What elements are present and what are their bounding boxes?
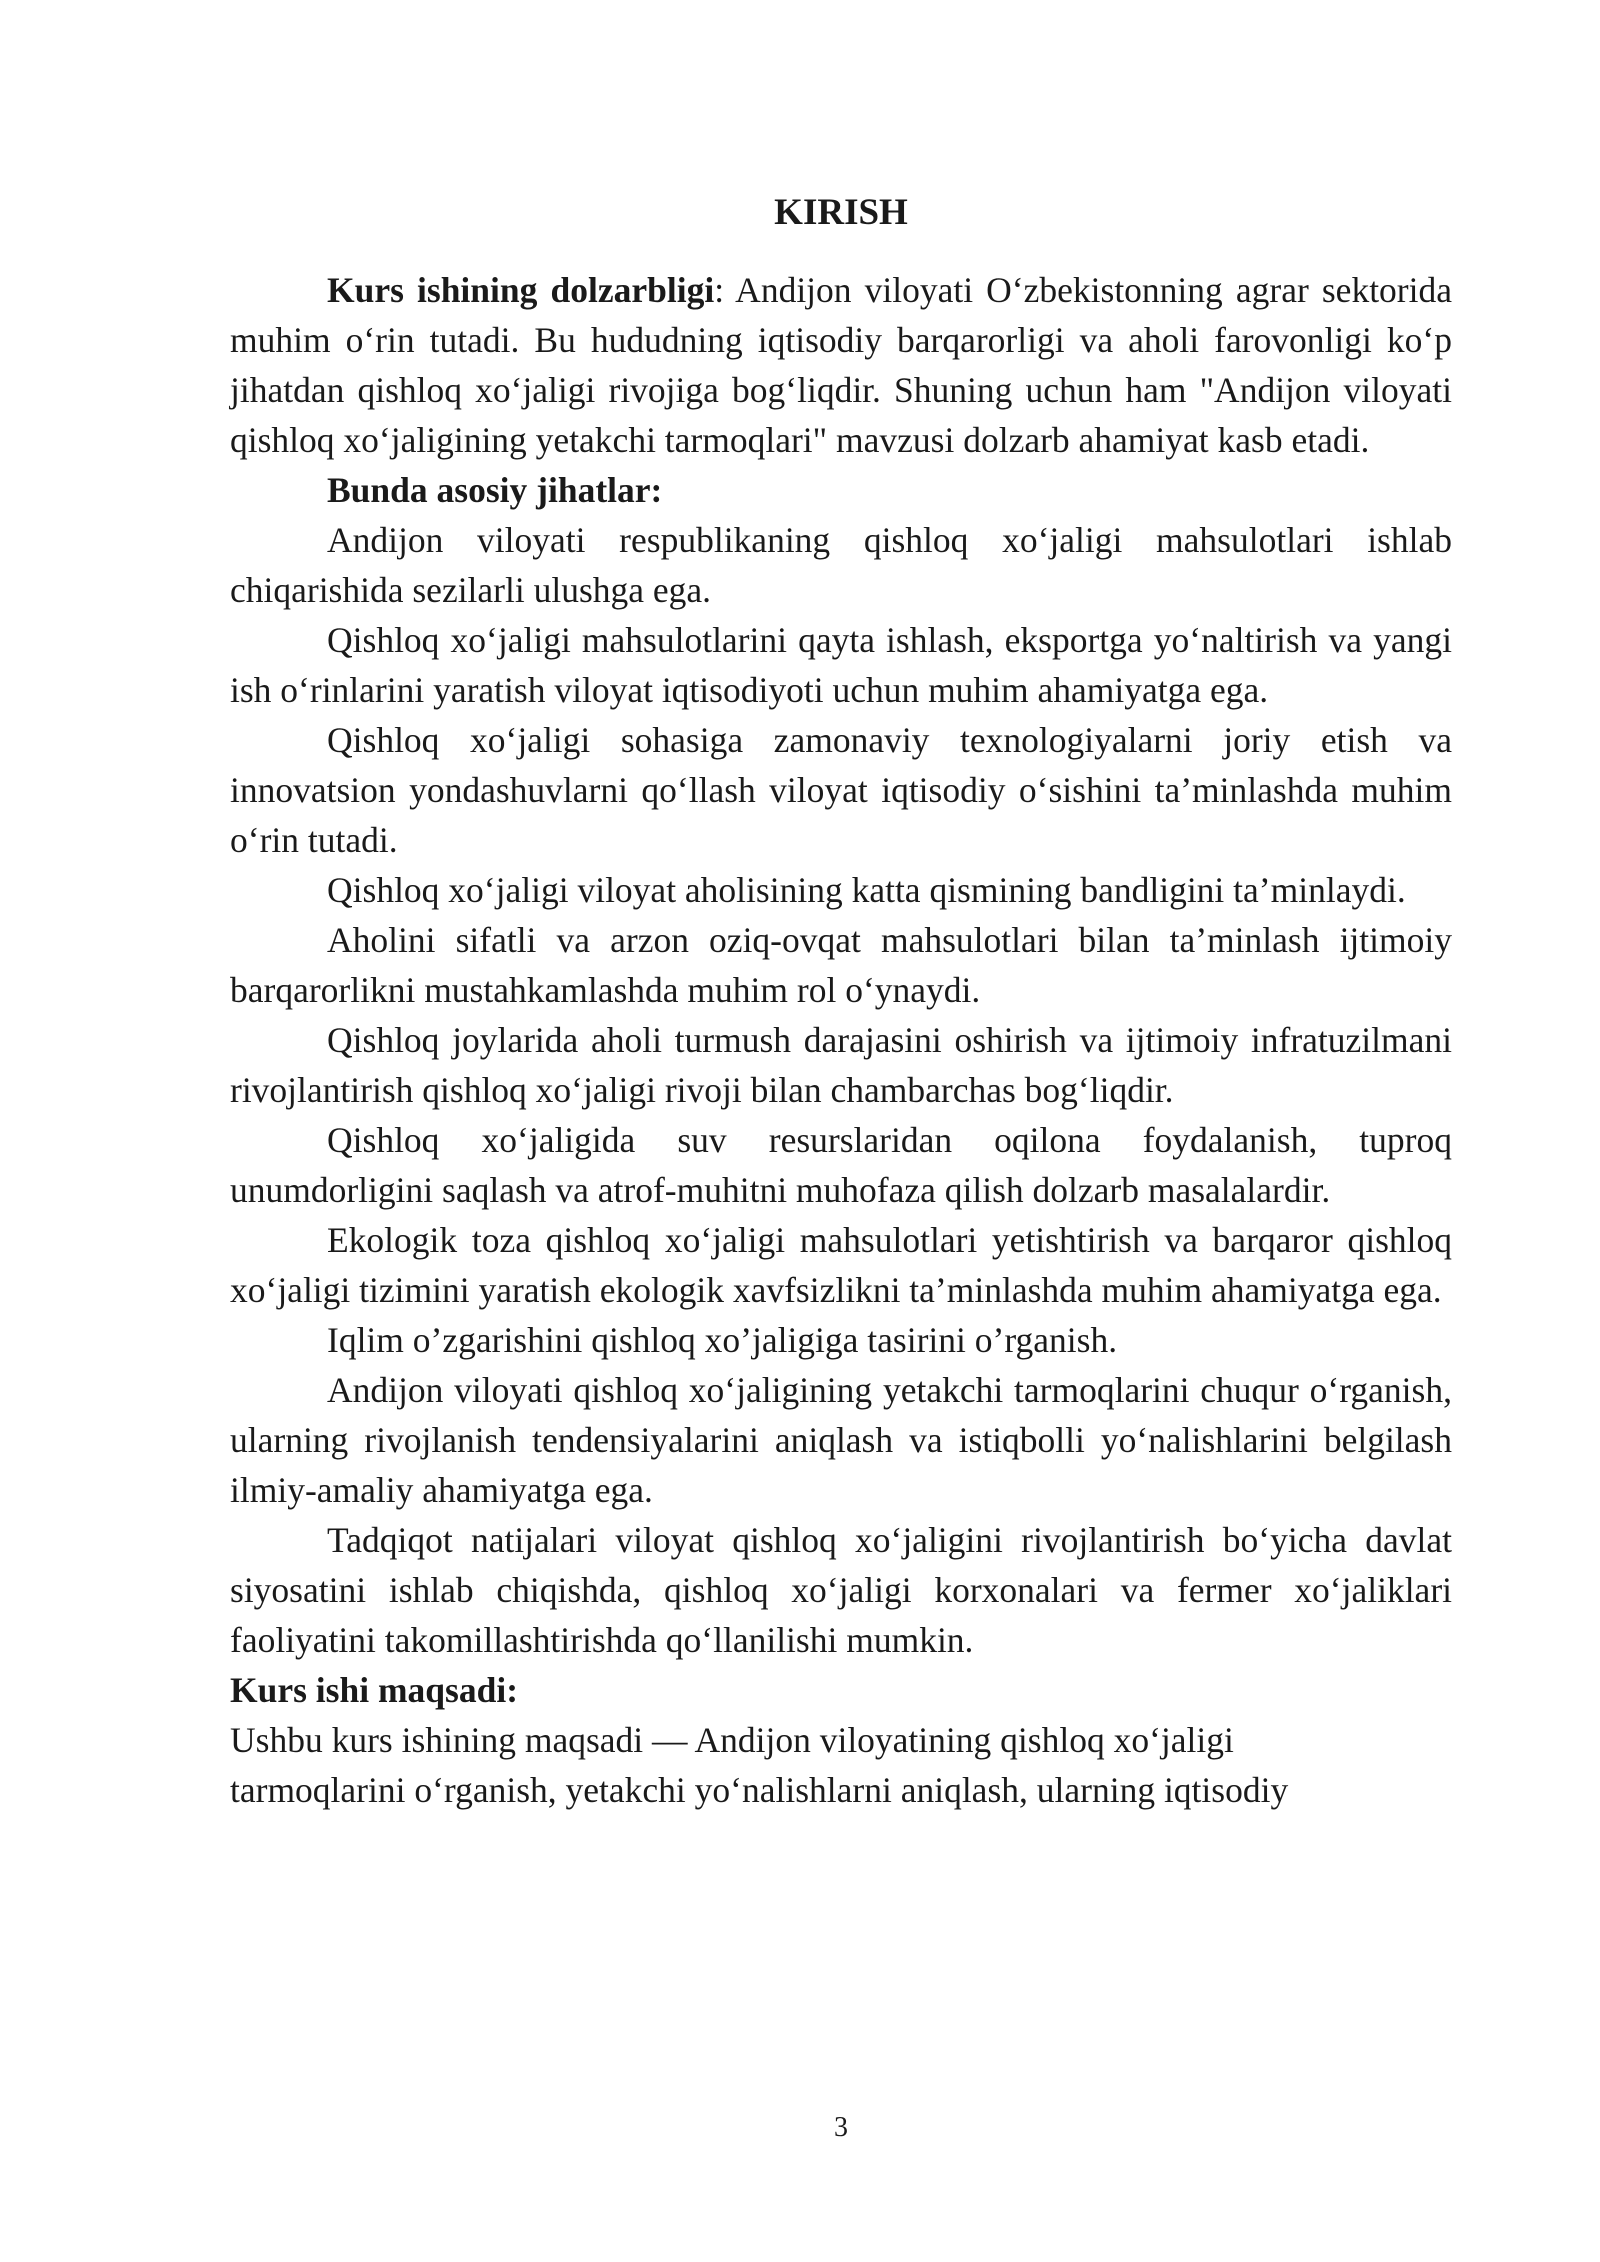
goal-line-2: tarmoqlarini o‘rganish, yetakchi yo‘nalishlarni aniqlash, ularning iqtisodiy: [230, 1770, 1289, 1810]
relevance-text: Andijon viloyati O‘zbekistonning agrar sektorida muhim o‘rin tutadi. Bu hududning iqtisodiy barqarorligi va aholi farovonligi ko‘p jihatdan qishloq xo‘jaligi rivojiga bog‘liqdir. Shuning uchun ham "Andijon viloyati qishloq xo‘jaligining yetakchi tarmoqlari" mavzusi dolzarb ahamiyat kasb etadi.: [230, 270, 1452, 460]
page-title: KIRISH: [774, 192, 908, 233]
aspect-paragraph-3: Qishloq xo‘jaligi sohasiga zamonaviy texnologiyalarni joriy etish va innovatsion yondashuvlarni qo‘llash viloyat iqtisodiy o‘sishini ta’minlashda muhim o‘rin tutadi.: [230, 720, 1452, 860]
aspects-heading: Bunda asosiy jihatlar:: [327, 470, 663, 510]
aspect-paragraph-8: Ekologik toza qishloq xo‘jaligi mahsulotlari yetishtirish va barqaror qishloq xo‘jaligi tizimini yaratish ekologik xavfsizlikni ta’minlashda muhim ahamiyatga ega.: [230, 1220, 1452, 1310]
aspect-paragraph-9: Iqlim o’zgarishini qishloq xo’jaligiga tasirini o’rganish.: [327, 1320, 1118, 1360]
aspect-paragraph-4: Qishloq xo‘jaligi viloyat aholisining katta qismining bandligini ta’minlaydi.: [327, 870, 1406, 910]
aspect-paragraph-5: Aholini sifatli va arzon oziq-ovqat mahsulotlari bilan ta’minlash ijtimoiy barqarorlikni mustahkamlashda muhim rol o‘ynaydi.: [230, 920, 1452, 1010]
aspect-paragraph-6: Qishloq joylarida aholi turmush darajasini oshirish va ijtimoiy infratuzilmani rivojlantirish qishloq xo‘jaligi rivoji bilan chambarchas bog‘liqdir.: [230, 1020, 1452, 1110]
page-number: 3: [834, 2112, 848, 2143]
relevance-paragraph: [230, 265, 1452, 465]
goal-line-1: Ushbu kurs ishining maqsadi — Andijon viloyatining qishloq xo‘jaligi: [230, 1720, 1234, 1760]
aspect-paragraph-11: Tadqiqot natijalari viloyat qishloq xo‘jaligini rivojlantirish bo‘yicha davlat siyosatini ishlab chiqishda, qishloq xo‘jaligi korxonalari va fermer xo‘jaliklari faoliyatini takomillashtirishda qo‘llanilishi mumkin.: [230, 1520, 1452, 1660]
document-page: [230, 188, 1452, 1815]
relevance-label: Kurs ishining dolzarbligi: [327, 270, 715, 310]
aspect-paragraph-10: Andijon viloyati qishloq xo‘jaligining yetakchi tarmoqlarini chuqur o‘rganish, ularning rivojlanish tendensiyalarini aniqlash va istiqbolli yo‘nalishlarini belgilash ilmiy-amaliy ahamiyatga ega.: [230, 1370, 1452, 1510]
aspect-paragraph-2: Qishloq xo‘jaligi mahsulotlarini qayta ishlash, eksportga yo‘naltirish va yangi ish o‘rinlarini yaratish viloyat iqtisodiyoti uchun muhim ahamiyatga ega.: [230, 620, 1452, 710]
goal-heading: Kurs ishi maqsadi:: [230, 1670, 519, 1710]
aspect-paragraph-7: Qishloq xo‘jaligida suv resurslaridan oqilona foydalanish, tuproq unumdorligini saqlash va atrof-muhitni muhofaza qilish dolzarb masalalardir.: [230, 1120, 1452, 1210]
aspect-paragraph-1: Andijon viloyati respublikaning qishloq xo‘jaligi mahsulotlari ishlab chiqarishida sezilarli ulushga ega.: [230, 520, 1452, 610]
relevance-colon: :: [714, 270, 725, 310]
